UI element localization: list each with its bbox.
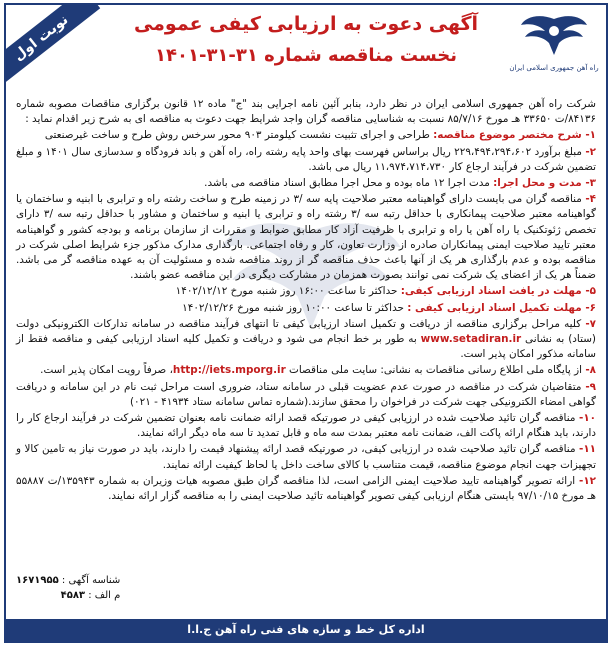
item-10: ۱۰- مناقصه گران تائید صلاحیت شده در ارزیابی کیفی در صورتیکه قصد ارائه ضمانت نامه بعنوان تضمین شرکت در فرآیند ارجاع کار را دارند، باید هنگام ارائه پاکت الف، ضمانت نامه معتبر بمدت سه ماه و قابل تمدید تا سه ماه دیگر ارائه نمایند.	[16, 412, 596, 440]
notice-subtitle: نخست مناقصه شماره ۳۱-۳۱-۱۴۰۱	[155, 45, 457, 66]
iets-link[interactable]: http://iets.mporg.ir	[172, 364, 286, 377]
issuer-footer: اداره کل خط و سازه های فنی راه آهن ج.ا.ا	[6, 619, 606, 641]
notice-body	[16, 97, 596, 591]
item-3: ۳- مدت و محل اجرا: مدت اجرا ۱۲ ماه بوده و محل اجرا مطابق اسناد مناقصه می باشد.	[204, 177, 596, 190]
railway-logo	[508, 11, 600, 83]
winged-emblem-icon	[519, 11, 589, 63]
item-8: ۸- از پایگاه ملی اطلاع رسانی مناقصات به نشانی: سایت ملی مناقصات http://iets.mporg.ir، صرفاً رویت امکان پذیر است.	[40, 364, 596, 377]
code-row: م الف : ۴۵۸۳	[60, 590, 121, 601]
item-9: ۹- متقاضیان شرکت در مناقصه در صورت عدم عضویت قبلی در سامانه ستاد، ضروری است مراحل ثبت نام در این سامانه و دریافت گواهی امضاء الکترونیکی جهت شرکت در فراخوان را محقق سازند.(شماره تماس سامانه ستاد ۴۱۹۳۴ - ۰۲۱)	[16, 380, 596, 408]
edition-ribbon: نوبت اول	[4, 3, 100, 88]
ad-id-row: شناسه آگهی : ۱۶۷۱۹۵۵	[16, 575, 121, 586]
logo-caption: راه آهن جمهوری اسلامی ایران	[509, 64, 599, 72]
setad-link[interactable]: www.setadiran.ir	[420, 333, 522, 346]
item-1: ۱- شرح مختصر موضوع مناقصه: طراحی و اجرای تثبیت نشست کیلومتر ۹۰۳ محور سرخس روش طرح و ساخت غیرصنعتی	[44, 129, 596, 142]
item-7: ۷- کلیه مراحل برگزاری مناقصه از دریافت و تکمیل اسناد ارزیابی کیفی تا انتهای فرآیند مناقصه در سامانه تدارکات الکترونیکی دولت (ستاد) به نشانی www.setadiran.ir به طور بر خط انجام می شود و دریافت و تکمیل کلیه اسناد ارزیابی کیفی و مناقصه فقط از سامانه مذکور امکان پذیر است.	[16, 317, 596, 361]
item-5: ۵- مهلت در یافت اسناد ارزیابی کیفی: حداکثر تا ساعت ۱۶:۰۰ روز شنبه مورخ ۱۴۰۲/۱۲/۱۲	[175, 285, 596, 298]
item-11: ۱۱- مناقصه گران تائید صلاحیت شده در ارزیابی کیفی، در صورتیکه قصد ارائه پیشنهاد قیمت را دارند، باید در صورت نیاز به تامین کالا و تجهیزات جهت انجام موضوع مناقصه، قیمت متناسب با کالای ساخت داخل یا لحاظ کیفیت ارائه نمایند.	[16, 443, 596, 471]
item-12: ۱۲- ارائه تصویر گواهینامه تایید صلاحیت ایمنی الزامی است، لذا مناقصه گران طبق مصوبه هیات وزیران به شماره ۱۳۵۹۴۳/ت ۵۵۸۸۷ هـ مورخ ۹۷/۱۰/۱۵ بایستی هنگام ارزیابی کیفی تصویر گواهینامه تائید صلاحیت ایمنی را به مناقصه گزار ارائه نمایند.	[16, 474, 596, 503]
item-4: ۴- مناقصه گران می بایست دارای گواهینامه معتبر صلاحیت پایه سه /۳ در زمینه طرح و ساخت رشته راه و ترابری با ابنیه و ساختمان یا گواهینامه معتبر صلاحیت پیمانکاری با حداقل رتبه سه /۳ رشته راه و ترابری یا ابنیه و ساختمان و مشاور با حداقل رتبه سه /۳ دارای تخصص ژئوتکنیک یا راه آهن یا راه و ترابری با ظرفیت آزاد کار مطابق ضوابط و مقررات از سازمان برنامه و بودجه کشور و گواهینامه معتبر تایید صلاحیت ایمنی پیمانکاران صادره از وزارت تعاون، کار و رفاه اجتماعی. بارگذاری مدارک مذکور جزء شرایط اصلی شرکت در مناقصه بوده و عدم بارگذاری هر یک از آنها باعث حذف مناقصه گر از روند مناقصه شده و مسئولیت آن به عهده مناقصه گر می باشد. ضمناً هر یک از اعضای یک شرکت نمی توانند بصورت همزمان در مشارکت دیگری در این مناقصه عضو باشند.	[16, 193, 596, 282]
intro-paragraph: شرکت راه آهن جمهوری اسلامی ایران در نظر دارد، بنابر آئین نامه اجرایی بند "ج" ماده ۱۲ قانون برگزاری مناقصات مصوبه شماره ۸۴۱۳۶/ت ۳۳۶۵۰ هـ مورخ ۸۵/۷/۱۶ نسبت به شناسایی مناقصه گران واجد شرایط جهت دعوت به مناقصه ای به شرح زیر اقدام نماید :	[16, 98, 596, 126]
notice-title: آگهی دعوت به ارزیابی کیفی عمومی	[133, 13, 479, 35]
item-6: ۶- مهلت تکمیل اسناد ارزیابی کیفی : حداکثر تا ساعت ۱۰:۰۰ روز شنبه مورخ ۱۴۰۲/۱۲/۲۶	[182, 301, 596, 314]
tender-notice	[4, 3, 608, 643]
item-2: ۲- مبلغ برآورد ۲۲۹،۴۹۴،۲۹۴،۶۰۲ ریال براساس فهرست بهای واحد پایه رشته راه، راه آهن و باند فرودگاه و سدسازی سال ۱۴۰۱ و مبلغ تضمین شرکت در فرآیند ارجاع کار ۱۱،۹۷۴،۷۱۴،۷۳۰ ریال می باشد.	[16, 145, 596, 173]
notice-identifiers	[16, 573, 120, 603]
